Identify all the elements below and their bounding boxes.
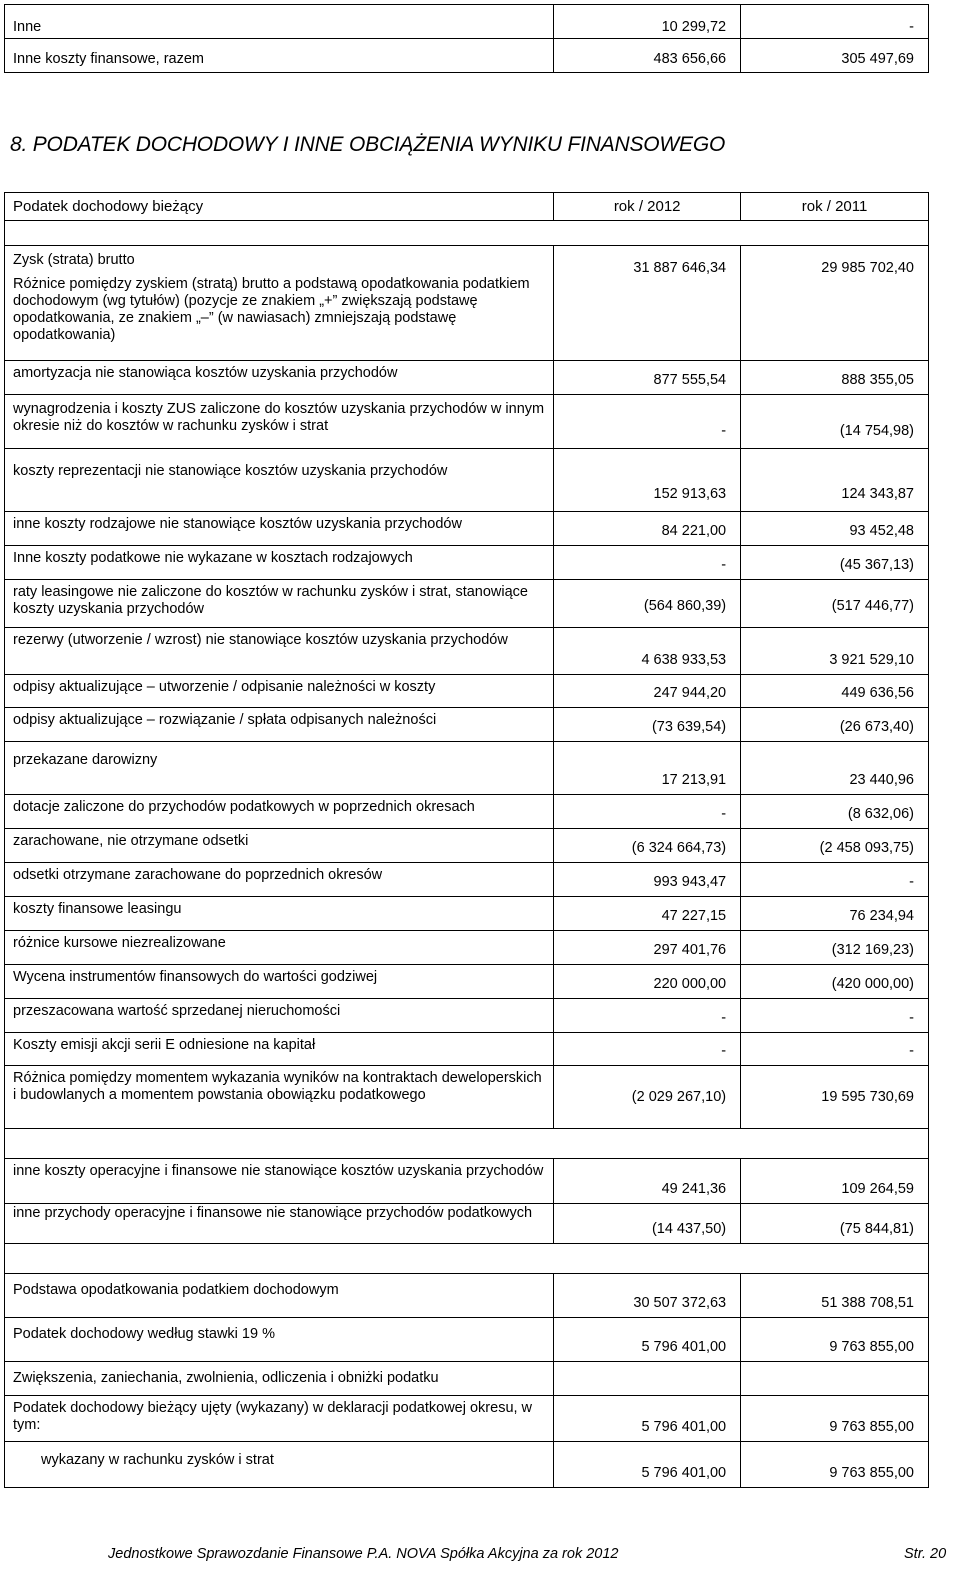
declared-row [5,1396,929,1442]
value-2012: 152 913,63 [554,449,741,512]
value-2012: - [554,795,741,829]
table-row [5,512,929,546]
row-label: zarachowane, nie otrzymane odsetki [5,829,554,863]
other-finance-costs-table [4,4,929,73]
in-pl-row [5,1442,929,1488]
value-2012: (564 860,39) [554,580,741,628]
table-row [5,675,929,708]
value-2011: (420 000,00) [741,965,929,999]
row-label: różnice kursowe niezrealizowane [5,931,554,965]
row-label: dotacje zaliczone do przychodów podatkowych w poprzednich okresach [5,795,554,829]
value-2012: 5 796 401,00 [554,1396,741,1442]
value-2011: (14 754,98) [741,395,929,449]
value-2011: (26 673,40) [741,708,929,742]
footer-page-number: Str. 20 [904,1546,947,1562]
value-2012: 10 299,72 [554,5,741,39]
value-2012: 49 241,36 [554,1159,741,1204]
spacer-row [5,1244,929,1274]
value-2011: (45 367,13) [741,546,929,580]
section-title: 8. PODATEK DOCHODOWY I INNE OBCIĄŻENIA WYNIKU FINANSOWEGO [10,133,726,156]
table-row [5,1066,929,1129]
value-2012: 877 555,54 [554,361,741,395]
differences-note: Różnice pomiędzy zyskiem (stratą) brutto a podstawą opodatkowania podatkiem dochodowym (wg tytułów) (pozycje ze znakiem „+” zwiększają podstawę opodatkowania, ze znakiem „–” (w nawiasach) zmniejszają podstawę opodatkowania) [13,276,530,343]
value-2011: - [741,999,929,1033]
row-label: koszty finansowe leasingu [5,897,554,931]
value-2012: - [554,999,741,1033]
value-2011: 19 595 730,69 [741,1066,929,1129]
row-label: przekazane darowizny [5,742,554,795]
value-2011: 888 355,05 [741,361,929,395]
row-label: inne koszty operacyjne i finansowe nie stanowiące kosztów uzyskania przychodów [5,1159,554,1204]
value-2011: 305 497,69 [741,39,929,73]
value-2012: 84 221,00 [554,512,741,546]
table-row [5,546,929,580]
value-2012: - [554,546,741,580]
gross-profit-2012: 31 887 646,34 [554,246,741,361]
value-2011: - [741,863,929,897]
value-2011: 3 921 529,10 [741,628,929,675]
value-2011: 76 234,94 [741,897,929,931]
tax-base-row [5,1274,929,1318]
table-row [5,829,929,863]
value-2011: (517 446,77) [741,580,929,628]
value-2011: (312 169,23) [741,931,929,965]
value-2011: 9 763 855,00 [741,1442,929,1488]
value-2012: - [554,1033,741,1066]
table-row [5,395,929,449]
spacer-row [5,221,929,246]
row-label: wynagrodzenia i koszty ZUS zaliczone do kosztów uzyskania przychodów w innym okresie niż do kosztów w rachunku zysków i strat [5,395,554,449]
table-row [5,1204,929,1244]
value-2011: 93 452,48 [741,512,929,546]
column-header-2012: rok / 2012 [554,193,741,221]
value-2012: 993 943,47 [554,863,741,897]
gross-profit-cell [5,246,554,361]
table-row [5,1033,929,1066]
row-label: Koszty emisji akcji serii E odniesione na kapitał [5,1033,554,1066]
table-row [5,628,929,675]
value-2012: 483 656,66 [554,39,741,73]
table-row [5,708,929,742]
value-2012: 17 213,91 [554,742,741,795]
value-2012: 220 000,00 [554,965,741,999]
row-label: koszty reprezentacji nie stanowiące kosztów uzyskania przychodów [5,449,554,512]
gross-profit-label: Zysk (strata) brutto [13,252,135,268]
value-2011: - [741,5,929,39]
table-row [5,580,929,628]
value-2011: (8 632,06) [741,795,929,829]
column-header-2011: rok / 2011 [741,193,929,221]
value-2012: (2 029 267,10) [554,1066,741,1129]
value-2011: 9 763 855,00 [741,1396,929,1442]
row-label: Inne [5,5,554,39]
value-2012: (73 639,54) [554,708,741,742]
row-label: Różnica pomiędzy momentem wykazania wyników na kontraktach deweloperskich i budowlanych a momentem powstania obowiązku podatkowego [5,1066,554,1129]
row-label: Inne koszty podatkowe nie wykazane w kosztach rodzajowych [5,546,554,580]
table-row [5,931,929,965]
value-2012: (6 324 664,73) [554,829,741,863]
row-label: rezerwy (utworzenie / wzrost) nie stanowiące kosztów uzyskania przychodów [5,628,554,675]
table-row [5,1159,929,1204]
value-2012: 4 638 933,53 [554,628,741,675]
row-label: odpisy aktualizujące – rozwiązanie / spłata odpisanych należności [5,708,554,742]
table-row [5,361,929,395]
spacer-row [5,1129,929,1159]
value-2011: 23 440,96 [741,742,929,795]
table-header-label: Podatek dochodowy bieżący [5,193,554,221]
increases-row [5,1362,929,1396]
value-2012: 5 796 401,00 [554,1442,741,1488]
row-label: raty leasingowe nie zaliczone do kosztów w rachunku zysków i strat, stanowiące koszty uzyskania przychodów [5,580,554,628]
income-tax-table [4,192,929,1488]
value-2011: 449 636,56 [741,675,929,708]
value-2011: (75 844,81) [741,1204,929,1244]
table-row [5,449,929,512]
table-row [5,863,929,897]
value-2011: (2 458 093,75) [741,829,929,863]
row-label: Zwiększenia, zaniechania, zwolnienia, odliczenia i obniżki podatku [5,1362,554,1396]
row-label: Podatek dochodowy według stawki 19 % [5,1318,554,1362]
value-2011: 9 763 855,00 [741,1318,929,1362]
footer-document-title: Jednostkowe Sprawozdanie Finansowe P.A. NOVA Spółka Akcyjna za rok 2012 [108,1546,619,1562]
value-2012: - [554,395,741,449]
row-label: Podstawa opodatkowania podatkiem dochodowym [5,1274,554,1318]
row-label: inne koszty rodzajowe nie stanowiące kosztów uzyskania przychodów [5,512,554,546]
value-2012: 297 401,76 [554,931,741,965]
value-2012: 47 227,15 [554,897,741,931]
value-2012: (14 437,50) [554,1204,741,1244]
tax-rate-row [5,1318,929,1362]
value-2012 [554,1362,741,1396]
value-2012: 247 944,20 [554,675,741,708]
row-label: inne przychody operacyjne i finansowe nie stanowiące przychodów podatkowych [5,1204,554,1244]
table-row [5,897,929,931]
value-2012: 30 507 372,63 [554,1274,741,1318]
table-row [5,795,929,829]
row-label: Inne koszty finansowe, razem [5,39,554,73]
table-row [5,965,929,999]
value-2011 [741,1362,929,1396]
table-row [5,742,929,795]
value-2011: 109 264,59 [741,1159,929,1204]
row-label: odpisy aktualizujące – utworzenie / odpisanie należności w koszty [5,675,554,708]
value-2011: - [741,1033,929,1066]
row-label: przeszacowana wartość sprzedanej nieruchomości [5,999,554,1033]
table-row [5,999,929,1033]
row-label: wykazany w rachunku zysków i strat [5,1442,554,1488]
row-label: odsetki otrzymane zarachowane do poprzednich okresów [5,863,554,897]
row-label: Wycena instrumentów finansowych do wartości godziwej [5,965,554,999]
gross-profit-2011: 29 985 702,40 [741,246,929,361]
row-label: amortyzacja nie stanowiąca kosztów uzyskania przychodów [5,361,554,395]
row-label: Podatek dochodowy bieżący ujęty (wykazany) w deklaracji podatkowej okresu, w tym: [5,1396,554,1442]
value-2012: 5 796 401,00 [554,1318,741,1362]
value-2011: 51 388 708,51 [741,1274,929,1318]
value-2011: 124 343,87 [741,449,929,512]
